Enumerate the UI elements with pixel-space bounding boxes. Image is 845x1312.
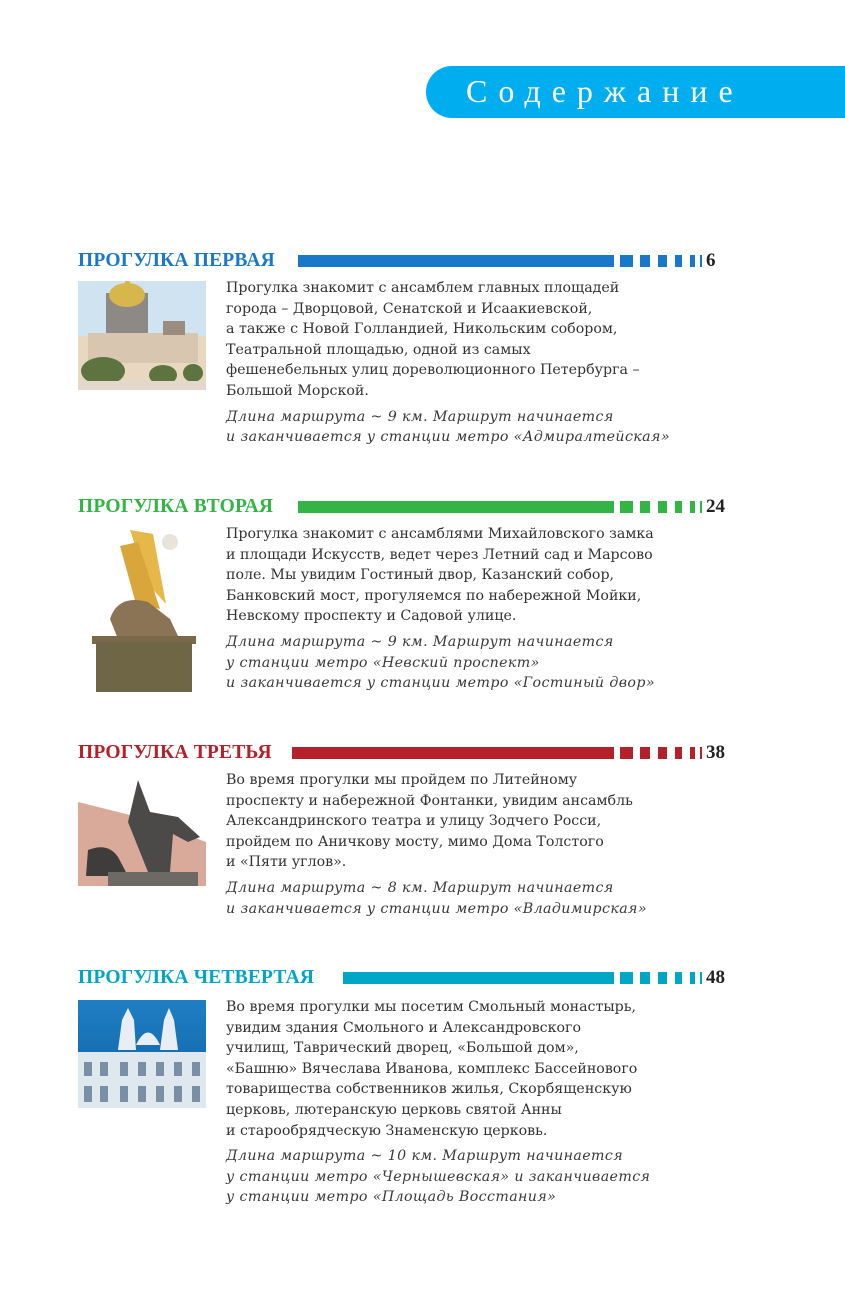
section-description: [226, 770, 726, 919]
page-title: Содержание: [466, 73, 744, 109]
divider-dash: [700, 255, 702, 267]
divider-dash: [690, 972, 695, 984]
section-title: ПРОГУЛКА ЧЕТВЕРТАЯ: [78, 967, 315, 988]
divider-bar: [343, 972, 614, 984]
divider-dash: [675, 255, 682, 267]
divider-dash: [640, 972, 650, 984]
divider-dash: [700, 747, 702, 759]
divider-dash: [700, 501, 702, 513]
divider-dash: [658, 972, 667, 984]
page-number[interactable]: 38: [706, 742, 725, 763]
divider-dash: [640, 255, 650, 267]
route-info: Длина маршрута ~ 8 км. Маршрут начинается и заканчивается у станции метро «Владимирская»: [226, 879, 647, 917]
section-title: ПРОГУЛКА ПЕРВАЯ: [78, 250, 275, 271]
divider-dash: [675, 972, 682, 984]
divider-dash: [620, 255, 633, 267]
divider-dash: [620, 501, 633, 513]
smolny-cathedral-image: [78, 1000, 206, 1108]
divider-dash: [700, 972, 702, 984]
section-description: [226, 278, 726, 448]
divider-dash: [690, 501, 695, 513]
griffin-sculpture-image: [78, 524, 206, 699]
divider-bar: [298, 255, 614, 267]
divider-bar: [292, 747, 614, 759]
page-number[interactable]: 6: [706, 250, 716, 271]
divider-dash: [620, 747, 633, 759]
horse-tamer-sculpture-image: [78, 772, 206, 886]
page-number[interactable]: 48: [706, 967, 725, 988]
route-info: Длина маршрута ~ 9 км. Маршрут начинается у станции метро «Невский проспект» и заканчивается у станции метро «Гостиный двор»: [226, 633, 655, 692]
section-header: [78, 250, 738, 272]
page-number[interactable]: 24: [706, 496, 725, 517]
divider-dash: [658, 501, 667, 513]
section-description: [226, 524, 726, 694]
contents-title-tab: [426, 66, 845, 118]
divider-dash: [640, 501, 650, 513]
section-title: ПРОГУЛКА ВТОРАЯ: [78, 496, 274, 517]
divider-dash: [690, 255, 695, 267]
description-text: Прогулка знакомит с ансамблями Михайловского замка и площади Искусств, ведет через Летний сад и Марсово поле. Мы увидим Гостиный двор, Казанский собор, Банковский мост, прогуляемся по набережной Мойки, Невскому проспекту и Садовой улице.: [226, 526, 654, 625]
divider-dash: [675, 501, 682, 513]
section-header: [78, 742, 738, 764]
description-text: Во время прогулки мы посетим Смольный монастырь, увидим здания Смольного и Александровского училищ, Таврический дворец, «Большой дом», «Башню» Вячеслава Иванова, комплекс Бассейнового товарищества собственников жилья, Скорбященскую церковь, лютеранскую церковь святой Анны и старообрядческую Знаменскую церковь.: [226, 999, 638, 1139]
section-header: [78, 496, 738, 518]
route-info: Длина маршрута ~ 9 км. Маршрут начинается и заканчивается у станции метро «Адмиралтейская»: [226, 408, 670, 446]
description-text: Во время прогулки мы пройдем по Литейному проспекту и набережной Фонтанки, увидим ансамбль Александринского театра и улицу Зодчего Росси, пройдем по Аничкову мосту, мимо Дома Толстого и «Пяти углов».: [226, 772, 633, 871]
divider-dash: [658, 255, 667, 267]
divider-dash: [690, 747, 695, 759]
divider-dash: [640, 747, 650, 759]
section-description: [226, 997, 726, 1208]
divider-dash: [675, 747, 682, 759]
divider-dash: [620, 972, 633, 984]
section-title: ПРОГУЛКА ТРЕТЬЯ: [78, 742, 272, 763]
divider-dash: [658, 747, 667, 759]
st-isaac-cathedral-image: [78, 281, 206, 390]
section-header: [78, 967, 738, 989]
divider-bar: [298, 501, 614, 513]
description-text: Прогулка знакомит с ансамблем главных площадей города – Дворцовой, Сенатской и Исаакиевской, а также с Новой Голландией, Никольским собором, Театральной площадью, одной из самых фешенебельных улиц дореволюционного Петербурга – Большой Морской.: [226, 280, 640, 399]
route-info: Длина маршрута ~ 10 км. Маршрут начинается у станции метро «Чернышевская» и заканчивается у станции метро «Площадь Восстания»: [226, 1148, 651, 1206]
